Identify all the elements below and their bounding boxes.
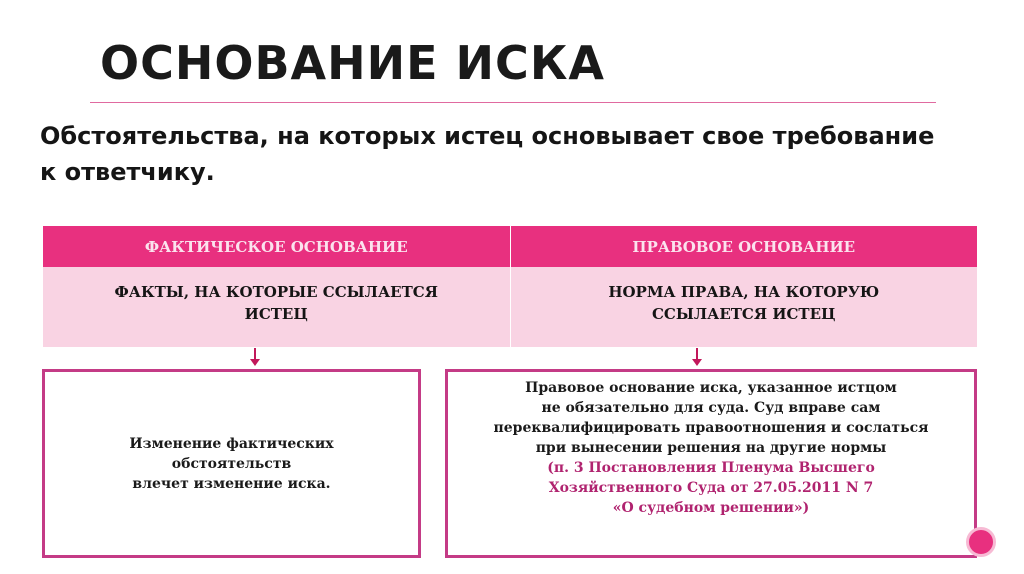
table-row [43,267,977,347]
factual-box-line: Изменение фактических [129,435,334,452]
circle-badge-icon [966,527,996,557]
arrow-down-icon [250,348,260,366]
legal-box-line: Правовое основание иска, указанное истцом [525,380,897,396]
factual-change-box [42,369,421,558]
arrow-down-icon [692,348,702,366]
legal-box-line: переквалифицировать правоотношения и сослаться [493,420,929,436]
table-cell-factual [43,267,511,347]
factual-box-line: обстоятельств [171,455,292,472]
table-header-factual: ФАКТИЧЕСКОЕ ОСНОВАНИЕ [43,226,511,267]
legal-basis-box [445,369,977,558]
table-cell-legal [511,267,978,347]
legal-reference-line: (п. 3 Постановления Пленума Высшего [547,460,875,476]
factual-box-line: влечет изменение иска. [132,475,331,492]
table-cell-legal-text: НОРМА ПРАВА, НА КОТОРУЮ ССЫЛАЕТСЯ ИСТЕЦ [608,283,880,323]
slide-title: ОСНОВАНИЕ ИСКА [100,36,606,90]
legal-reference-line: Хозяйственного Суда от 27.05.2011 N 7 [548,480,874,496]
legal-box-line: при вынесении решения на другие нормы [535,440,887,456]
table-header-row [43,226,977,267]
title-divider [90,102,936,103]
basis-table [43,226,977,347]
legal-box-line: не обязательно для суда. Суд вправе сам [541,400,881,416]
table-cell-factual-text: ФАКТЫ, НА КОТОРЫЕ ССЫЛАЕТСЯ ИСТЕЦ [114,283,438,323]
table-header-legal: ПРАВОВОЕ ОСНОВАНИЕ [632,237,856,256]
slide-subtitle: Обстоятельства, на которых истец основывает свое требование к ответчику. [40,122,935,186]
legal-reference-line: «О судебном решении») [612,500,810,516]
